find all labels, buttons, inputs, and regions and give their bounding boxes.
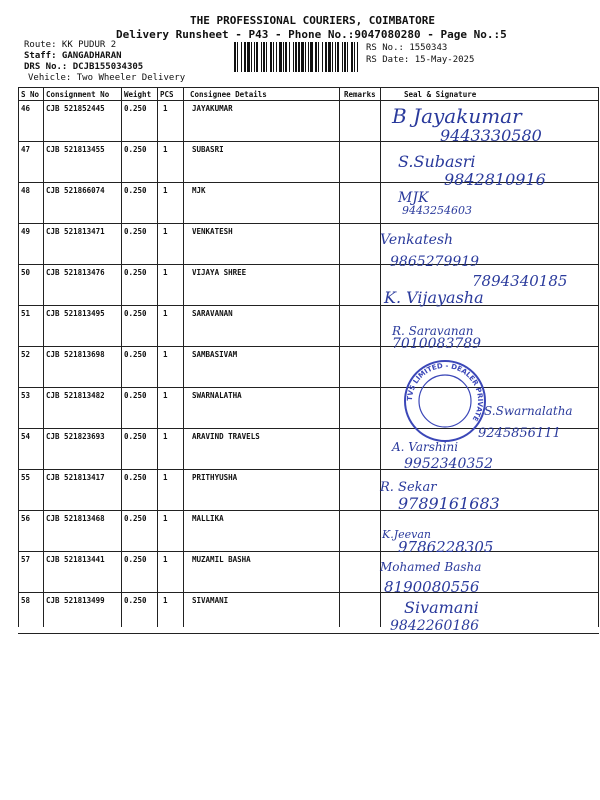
row-consignee: SARAVANAN [192,309,233,318]
signature-name: Venkatesh [380,232,454,248]
row-weight: 0.250 [124,350,147,359]
company-title: THE PROFESSIONAL COURIERS, COIMBATORE [190,14,436,27]
signature-phone: 9443254603 [402,204,472,217]
row-weight: 0.250 [124,145,147,154]
row-pcs: 1 [163,227,168,236]
signature-phone: 9789161683 [398,494,500,513]
row-pcs: 1 [163,473,168,482]
row-weight: 0.250 [124,432,147,441]
row-pcs: 1 [163,309,168,318]
row-sno: 48 [21,186,31,195]
row-consignment-no: CJB 521813441 [46,555,105,564]
row-weight: 0.250 [124,186,147,195]
row-sno: 52 [21,350,31,359]
signature-name: Sivamani [404,598,479,617]
row-consignment-no: CJB 521866074 [46,186,105,195]
row-consignee: SUBASRI [192,145,224,154]
row-weight: 0.250 [124,268,147,277]
signature-name: A. Varshini [392,440,459,454]
row-weight: 0.250 [124,473,147,482]
row-sno: 53 [21,391,31,400]
route-label: Route: KK PUDUR 2 [24,40,117,50]
vehicle-label: Vehicle: Two Wheeler Delivery [28,73,186,83]
row-pcs: 1 [163,186,168,195]
signature-phone: 9842260186 [390,618,480,634]
signature-name: K.Jeevan [382,528,432,541]
row-consignment-no: CJB 521813455 [46,145,105,154]
row-consignment-no: CJB 521813499 [46,596,105,605]
row-weight: 0.250 [124,514,147,523]
row-sno: 58 [21,596,31,605]
signature-name: Mohamed Basha [380,560,482,574]
row-sno: 49 [21,227,31,236]
signature-phone: 9245856111 [478,426,561,441]
row-consignee: ARAVIND TRAVELS [192,432,260,441]
row-consignee: JAYAKUMAR [192,104,233,113]
signature-name: R. Saravanan [392,324,474,338]
col-header-seal: Seal & Signature [404,90,477,99]
drs-number: DRS No.: DCJB155034305 [24,62,144,72]
signature-phone: 9786228305 [398,538,494,556]
row-consignment-no: CJB 521813698 [46,350,105,359]
signature-phone: 8190080556 [384,578,480,596]
signature-name: R. Sekar [380,480,437,495]
rs-date: RS Date: 15-May-2025 [366,55,475,65]
row-consignee: MUZAMIL BASHA [192,555,251,564]
row-pcs: 1 [163,268,168,277]
row-pcs: 1 [163,145,168,154]
row-weight: 0.250 [124,309,147,318]
row-sno: 51 [21,309,31,318]
signature-phone: 9952340352 [404,456,494,472]
row-pcs: 1 [163,350,168,359]
row-consignee: PRITHYUSHA [192,473,238,482]
row-sno: 54 [21,432,31,441]
svg-text:TVS LIMITED - DEALER PRIVATE: TVS LIMITED - DEALER PRIVATE [405,361,485,423]
row-consignment-no: CJB 521852445 [46,104,105,113]
row-consignment-no: CJB 521813476 [46,268,105,277]
signature-phone: 7894340185 [472,272,568,290]
staff-label: Staff: GANGADHARAN [24,51,122,61]
signature-phone: 9443330580 [440,126,542,145]
col-header-remarks: Remarks [344,90,376,99]
row-sno: 46 [21,104,31,113]
row-sno: 56 [21,514,31,523]
row-consignment-no: CJB 521813417 [46,473,105,482]
col-header-sno: S No [21,90,40,99]
row-consignment-no: CJB 521813468 [46,514,105,523]
signature-phone: 7010083789 [392,336,482,352]
signature-name: K. Vijayasha [384,288,484,307]
row-weight: 0.250 [124,596,147,605]
signature-phone: 9865279919 [390,254,480,270]
col-header-weight: Weight [124,90,152,99]
runsheet-subtitle: Delivery Runsheet - P43 - Phone No.:9047080280 - Page No.:5 [116,28,507,41]
row-pcs: 1 [163,555,168,564]
row-pcs: 1 [163,514,168,523]
row-sno: 57 [21,555,31,564]
row-sno: 55 [21,473,31,482]
row-pcs: 1 [163,432,168,441]
row-pcs: 1 [163,596,168,605]
row-pcs: 1 [163,104,168,113]
rs-number: RS No.: 1550343 [366,43,448,53]
signature-name: B Jayakumar [392,104,522,128]
signature-name: MJK [398,190,429,206]
row-sno: 47 [21,145,31,154]
row-consignment-no: CJB 521813482 [46,391,105,400]
col-header-consignee: Consignee Details [190,90,267,99]
row-weight: 0.250 [124,227,147,236]
row-weight: 0.250 [124,391,147,400]
row-consignee: VENKATESH [192,227,233,236]
dealer-stamp [400,356,490,446]
row-weight: 0.250 [124,104,147,113]
row-consignment-no: CJB 521813495 [46,309,105,318]
row-consignee: SWARNALATHA [192,391,242,400]
row-pcs: 1 [163,391,168,400]
row-consignee: MALLIKA [192,514,224,523]
row-consignee: MJK [192,186,206,195]
row-weight: 0.250 [124,555,147,564]
row-consignment-no: CJB 521813471 [46,227,105,236]
signature-phone: 9842810916 [444,170,546,189]
row-consignee: VIJAYA SHREE [192,268,247,277]
row-consignment-no: CJB 521823693 [46,432,105,441]
signature-name: S.Swarnalatha [484,404,573,418]
signature-name: S.Subasri [398,152,476,171]
col-header-consignment: Consignment No [46,90,110,99]
row-consignee: SAMBASIVAM [192,350,238,359]
row-sno: 50 [21,268,31,277]
row-consignee: SIVAMANI [192,596,229,605]
col-header-pcs: PCS [160,90,174,99]
